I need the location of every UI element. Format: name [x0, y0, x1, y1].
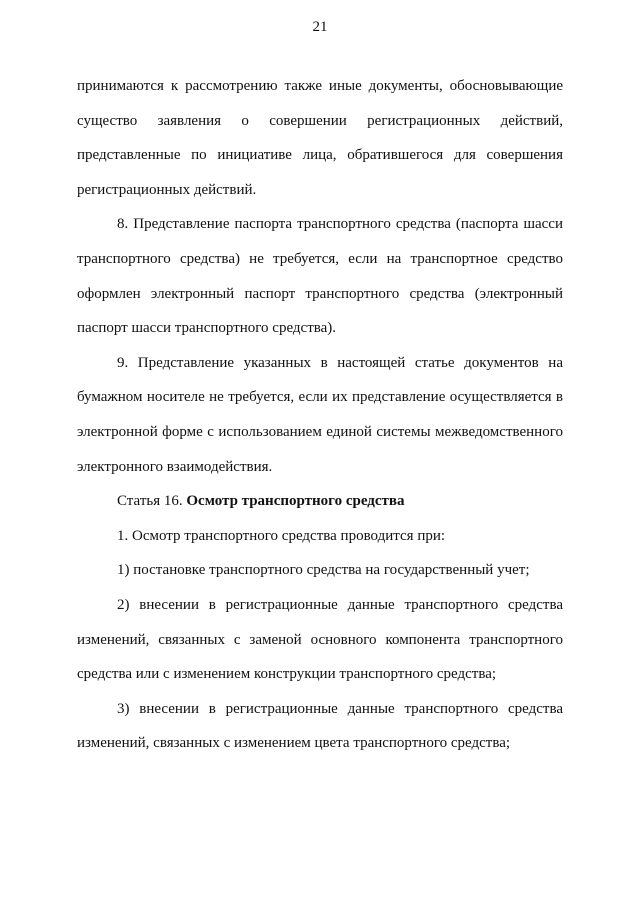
- list-item: 2) внесении в регистрационные данные транспортного средства изменений, связанных с заменой основного компонента транспортного средства или с изменением конструкции транспортного средства;: [77, 596, 563, 683]
- article-title: Осмотр транспортного средства: [186, 493, 405, 510]
- list-item: 3) внесении в регистрационные данные транспортного средства изменений, связанных с изменением цвета транспортного средства;: [77, 700, 563, 752]
- article-number: Статья 16.: [117, 493, 183, 510]
- paragraph-9: 9. Представление указанных в настоящей статье документов на бумажном носителе не требуется, если их представление осуществляется в электронной форме с использованием единой системы межведомственного электронного взаимодействия.: [77, 354, 563, 475]
- article-heading: [77, 484, 563, 519]
- paragraph-continuation: принимаются к рассмотрению также иные документы, обосновывающие существо заявления о совершении регистрационных действий, представленные по инициативе лица, обратившегося для совершения регистрационных действий.: [77, 78, 563, 198]
- list-item: 1. Осмотр транспортного средства проводится при:: [117, 527, 446, 544]
- document-body: [77, 69, 563, 761]
- list-item: 1) постановке транспортного средства на государственный учет;: [117, 562, 530, 579]
- paragraph-8: 8. Представление паспорта транспортного средства (паспорта шасси транспортного средства) не требуется, если на транспортное средство оформлен электронный паспорт транспортного средства (электронный паспорт шасси транспортного средства).: [77, 216, 563, 337]
- page-number: 21: [312, 19, 328, 35]
